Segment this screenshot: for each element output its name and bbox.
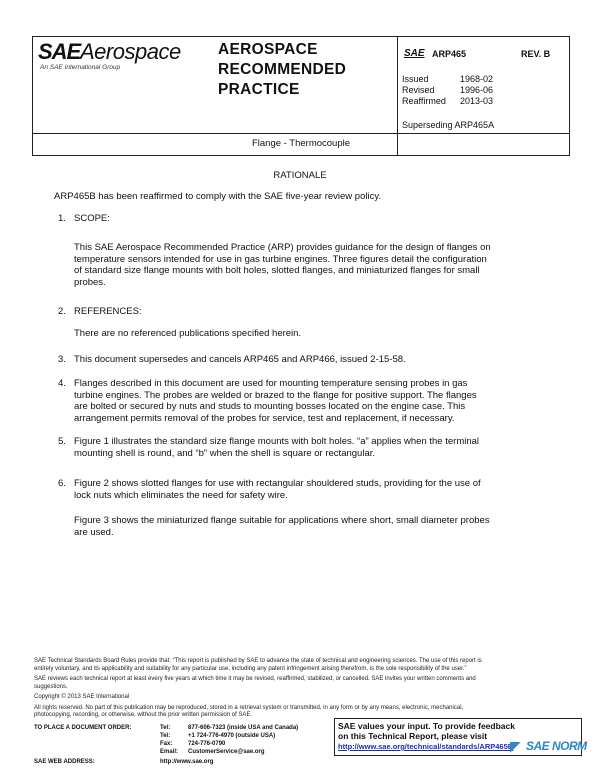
paragraph-line: of standard size flange mounts with bolt holes, slotted flanges, and miniaturized flanges for small (74, 265, 480, 276)
email-label: Email: (160, 749, 179, 755)
footer-line: photocopying, recording, or otherwise, without the prior written permission of SAE. (34, 712, 253, 718)
footer-line: entirely voluntary, and its applicability and suitability for any particular use, including any patent infringement arising therefrom, is the sole responsibility of the user.” (34, 665, 467, 672)
logo-aerospace: Aerospace (80, 39, 181, 64)
feedback-text (338, 721, 515, 741)
superseding-note: Superseding ARP465A (402, 120, 495, 130)
subject-divider (32, 133, 570, 134)
paragraph-line: temperature sensors intended for use in gas turbine engines. Three figures detail the configuration (74, 253, 487, 265)
reaffirmed-value: 2013-03 (460, 96, 494, 106)
figure-3-paragraph (74, 515, 564, 538)
section-6-paragraph (74, 478, 564, 501)
footer-line: All rights reserved. No part of this publication may be reproduced, stored in a retrieval system or transmitted, in any form or by any means, electronic, mechanical, (34, 704, 464, 711)
issued-value: 1968-02 (460, 74, 494, 84)
paragraph-line: probes. (74, 276, 106, 288)
document-subject: Flange - Thermocouple (251, 138, 351, 149)
copyright: Copyright © 2013 SAE International (34, 694, 130, 700)
paragraph-line: are used. (74, 526, 114, 538)
email-value[interactable]: CustomerService@sae.org (188, 749, 265, 755)
doc-number: ARP465 (432, 49, 467, 59)
tel2-label: Tel: (160, 733, 171, 739)
scope-paragraph (74, 242, 564, 288)
web-address-link[interactable]: http://www.sae.org (160, 759, 214, 765)
footer-notice (34, 658, 574, 720)
feedback-link[interactable]: http://www.sae.org/technical/standards/ARP465B (338, 742, 514, 751)
section-number: 4. (58, 378, 66, 389)
paragraph-line: Flanges described in this document are used for mounting temperature sensing probes in gas (74, 378, 468, 389)
fax-value: 724-776-0790 (188, 741, 226, 747)
footer-line: SAE Technical Standards Board Rules provide that: “This report is published by SAE to advance the state of technical and engineering sciences. The use of this report is (34, 658, 482, 664)
revised-value: 1996-06 (460, 85, 494, 95)
title-line-1: AEROSPACE (218, 41, 318, 58)
footer-line: suggestions. (34, 683, 68, 690)
logo-sae: SAE (38, 39, 81, 64)
section-4-paragraph (74, 378, 564, 424)
rationale-heading: RATIONALE (273, 170, 327, 181)
section-number: 1. (58, 213, 66, 224)
paragraph-line: lock nuts which eliminates the need for safety wire. (74, 489, 288, 501)
revision-label: REV. B (521, 49, 551, 59)
paragraph-line: mounting shell is round, and “b” when the shell is square or rectangular. (74, 447, 376, 459)
issued-label: Issued (402, 74, 429, 84)
title-line-3: PRACTICE (218, 81, 300, 98)
paragraph-line: This SAE Aerospace Recommended Practice (ARP) provides guidance for the design of flanges on (74, 242, 491, 253)
web-label: SAE WEB ADDRESS: (34, 759, 95, 765)
paragraph-line: Figure 2 shows slotted flanges for use with rectangular shouldered studs, providing for the use of (74, 478, 481, 489)
tel2-value: +1 724-776-4970 (outside USA) (188, 733, 276, 739)
rationale-text: ARP465B has been reaffirmed to comply with the SAE five-year review policy. (54, 191, 382, 202)
watermark-text: SAE NORM (526, 739, 587, 753)
title-line-2: RECOMMENDED (218, 61, 347, 78)
section-heading-scope: SCOPE: (74, 213, 110, 224)
reaffirmed-label: Reaffirmed (402, 96, 446, 106)
paragraph-line: turbine engines. The probes are welded or brazed to the flange for positive support. The flanges (74, 389, 477, 401)
revised-label: Revised (402, 85, 435, 95)
doc-prefix-logo: SAE (404, 48, 425, 59)
fax-label: Fax: (160, 741, 173, 747)
watermark-icon: ◤ (510, 738, 521, 754)
footer-line: SAE reviews each technical report at least every five years at which time it may be revised, reaffirmed, stabilized, or cancelled. SAE invites your written comments and (34, 676, 476, 682)
section-number: 2. (58, 306, 66, 317)
references-text: There are no referenced publications specified herein. (74, 328, 302, 339)
paragraph-line: arrangement permits removal of the probes for service, test and replacement, if necessary. (74, 412, 455, 424)
feedback-line: SAE values your input. To provide feedback (338, 721, 515, 731)
tel1-value: 877-606-7323 (inside USA and Canada) (188, 725, 299, 731)
section-number: 6. (58, 478, 66, 489)
feedback-line: on this Technical Report, please visit (338, 731, 488, 741)
section-5-paragraph (74, 436, 564, 459)
tel1-label: Tel: (160, 725, 171, 731)
paragraph-line: are bolted or secured by nuts and studs to mounting bosses located on the engine case. This (74, 401, 466, 412)
paragraph-line: Figure 3 shows the miniaturized flange suitable for applications where short, small diameter probes (74, 515, 490, 526)
document-type-title (218, 40, 346, 100)
order-label: TO PLACE A DOCUMENT ORDER: (34, 725, 132, 731)
section-heading-references: REFERENCES: (74, 306, 142, 317)
section-number: 5. (58, 436, 66, 447)
logo-subtitle: An SAE International Group (40, 64, 121, 71)
paragraph-line: Figure 1 illustrates the standard size flange mounts with bolt holes. “a” applies when the terminal (74, 436, 480, 447)
section-3-text: This document supersedes and cancels ARP465 and ARP466, issued 2-15-58. (74, 354, 406, 365)
section-number: 3. (58, 354, 66, 365)
